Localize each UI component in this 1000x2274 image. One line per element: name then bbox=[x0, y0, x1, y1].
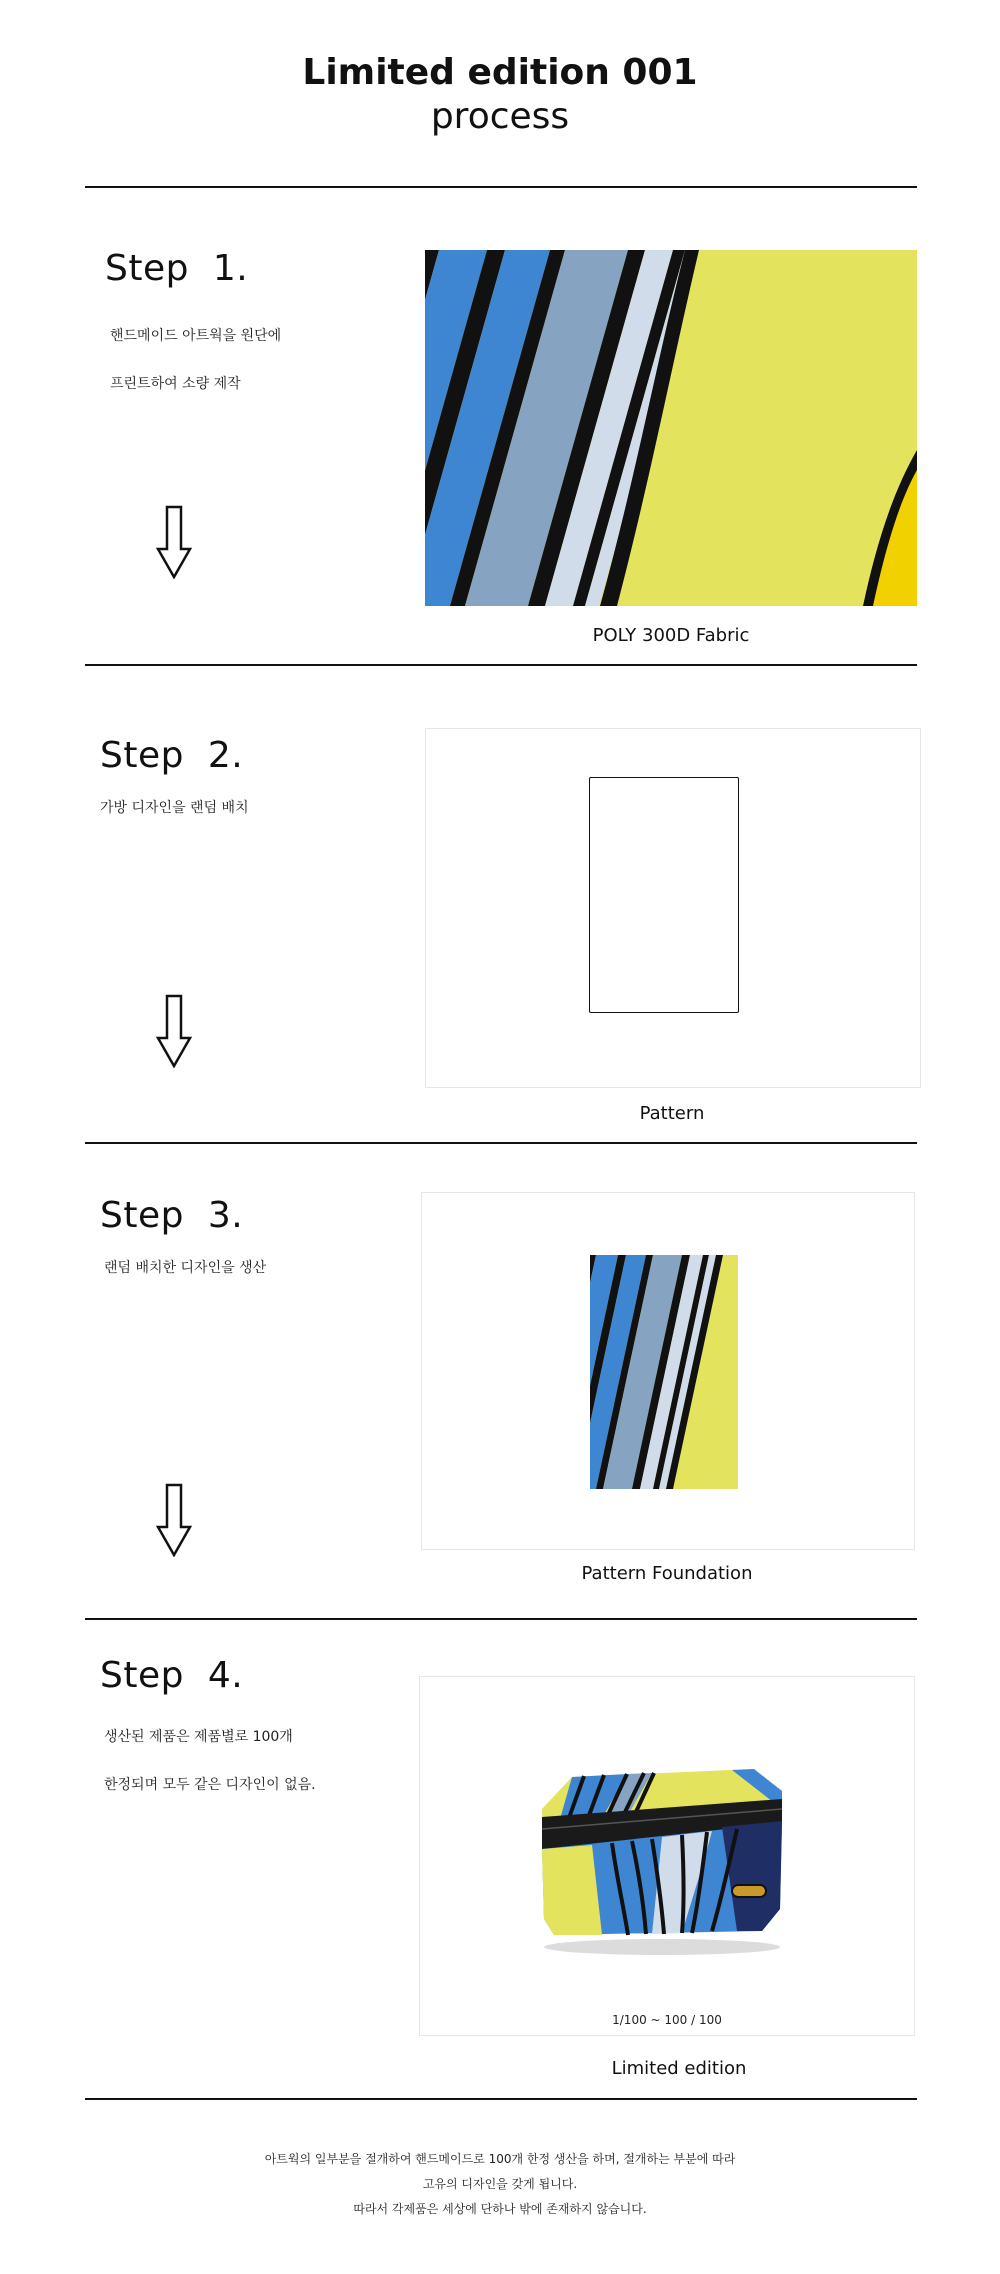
step-4-caption: Limited edition bbox=[611, 2058, 747, 2079]
step-2-heading: Step 2. bbox=[100, 735, 244, 776]
step-3-caption: Pattern Foundation bbox=[581, 1563, 753, 1584]
footer-text-line-3: 따라서 각제품은 세상에 단하나 밖에 존재하지 않습니다. bbox=[353, 2202, 647, 2216]
down-arrow-icon bbox=[156, 505, 192, 579]
product-frame bbox=[419, 1676, 915, 2036]
step-3-text-line-1: 랜덤 배치한 디자인을 생산 bbox=[104, 1260, 267, 1276]
footer-text-line-1: 아트웍의 일부분을 절개하여 핸드메이드로 100개 한정 생산을 하며, 절개하는 부분에 따라 bbox=[264, 2152, 736, 2166]
fabric-image bbox=[425, 250, 917, 606]
divider bbox=[85, 186, 917, 188]
step-2-text-line-1: 가방 디자인을 랜덤 배치 bbox=[100, 800, 249, 816]
pattern-foundation-image bbox=[590, 1255, 738, 1489]
pattern-foundation-frame bbox=[421, 1192, 915, 1550]
pattern-outline bbox=[589, 777, 739, 1013]
page-title: Limited edition 001 bbox=[302, 52, 698, 93]
down-arrow-icon bbox=[156, 994, 192, 1068]
step-1-heading: Step 1. bbox=[105, 248, 249, 289]
product-bag-image bbox=[532, 1759, 792, 1959]
pattern-image bbox=[425, 728, 921, 1088]
page-subtitle: process bbox=[430, 96, 570, 137]
divider bbox=[85, 1618, 917, 1620]
edition-number-caption: 1/100 ~ 100 / 100 bbox=[612, 2013, 722, 2027]
step-4-heading: Step 4. bbox=[100, 1655, 244, 1696]
step-1-text-line-2: 프린트하여 소량 제작 bbox=[110, 376, 241, 392]
step-4-text-line-1: 생산된 제품은 제품별로 100개 bbox=[104, 1729, 293, 1745]
down-arrow-icon bbox=[156, 1483, 192, 1557]
divider bbox=[85, 2098, 917, 2100]
footer-text-line-2: 고유의 디자인을 갖게 됩니다. bbox=[422, 2177, 578, 2191]
step-1-text-line-1: 핸드메이드 아트웍을 원단에 bbox=[110, 328, 282, 344]
step-2-caption: Pattern bbox=[639, 1103, 705, 1124]
divider bbox=[85, 1142, 917, 1144]
divider bbox=[85, 664, 917, 666]
step-1-caption: POLY 300D Fabric bbox=[592, 625, 750, 646]
step-4-text-line-2: 한정되며 모두 같은 디자인이 없음. bbox=[104, 1777, 316, 1793]
step-3-heading: Step 3. bbox=[100, 1195, 244, 1236]
